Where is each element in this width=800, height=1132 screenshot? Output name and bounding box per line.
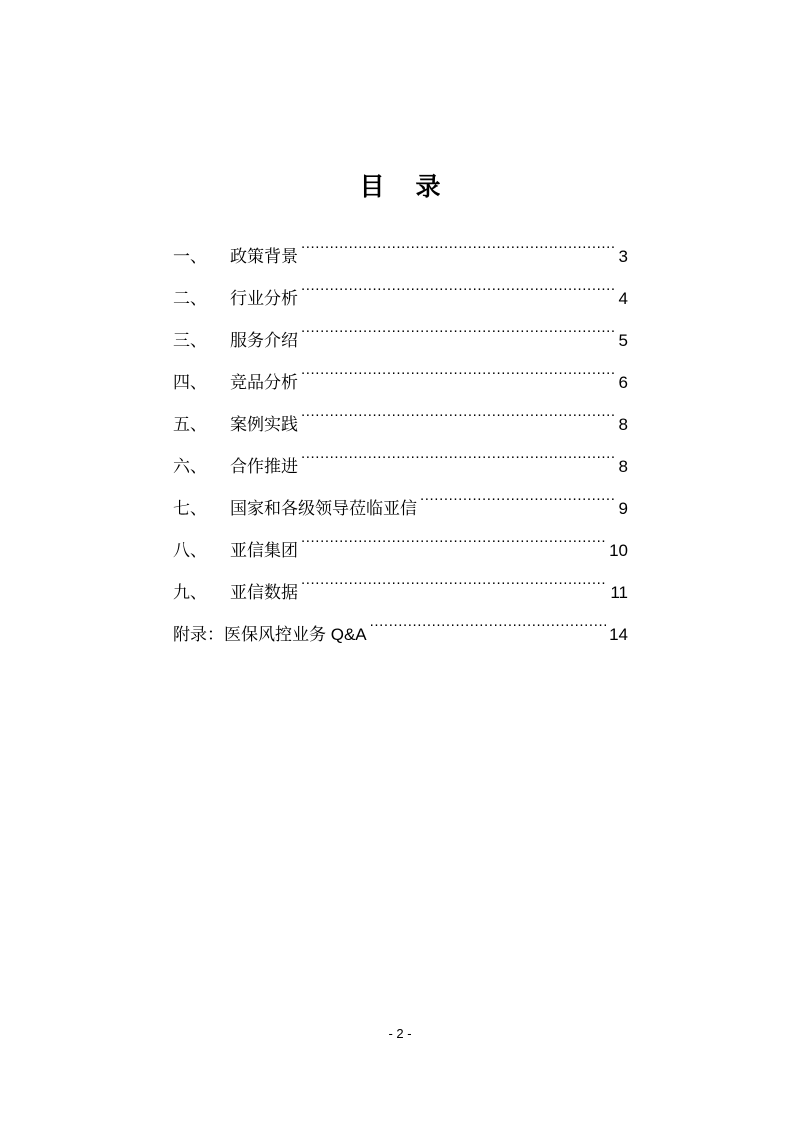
toc-dot-leader bbox=[301, 310, 616, 346]
toc-entry-policy-background[interactable] bbox=[173, 226, 628, 268]
toc-dot-leader bbox=[301, 436, 616, 472]
toc-entry-label: 附录：医保风控业务 Q&A bbox=[173, 625, 367, 644]
toc-entry-number: 七、 bbox=[173, 499, 207, 518]
toc-entry-label: 行业分析 bbox=[230, 289, 298, 308]
toc-dot-leader bbox=[301, 562, 607, 598]
toc-entry-label: 亚信集团 bbox=[230, 541, 298, 560]
toc-dot-leader bbox=[301, 268, 616, 304]
toc-entry-label: 亚信数据 bbox=[230, 583, 298, 602]
toc-entry-page: 8 bbox=[618, 415, 628, 434]
table-of-contents bbox=[173, 226, 628, 646]
toc-entry-number: 四、 bbox=[173, 373, 207, 392]
toc-dot-leader bbox=[301, 226, 616, 262]
toc-entry-label: 合作推进 bbox=[230, 457, 298, 476]
toc-entry-label: 服务介绍 bbox=[230, 331, 298, 350]
toc-entry-page: 10 bbox=[609, 541, 628, 560]
toc-entry-number: 九、 bbox=[173, 583, 207, 602]
toc-entry-label: 竞品分析 bbox=[230, 373, 298, 392]
toc-entry-number: 一、 bbox=[173, 247, 207, 266]
toc-entry-page: 8 bbox=[618, 457, 628, 476]
toc-dot-leader bbox=[301, 394, 616, 430]
toc-entry-page: 14 bbox=[609, 625, 628, 644]
toc-entry-number: 二、 bbox=[173, 289, 207, 308]
toc-entry-page: 5 bbox=[618, 331, 628, 350]
page-number: - 2 - bbox=[388, 1026, 412, 1041]
toc-entry-number: 八、 bbox=[173, 541, 207, 560]
toc-entry-number: 三、 bbox=[173, 331, 207, 350]
toc-entry-number: 五、 bbox=[173, 415, 207, 434]
toc-entry-number: 六、 bbox=[173, 457, 207, 476]
toc-dot-leader bbox=[301, 520, 606, 556]
toc-dot-leader bbox=[420, 478, 616, 514]
toc-entry-label: 政策背景 bbox=[230, 247, 298, 266]
toc-dot-leader bbox=[370, 604, 606, 640]
toc-entry-page: 6 bbox=[618, 373, 628, 392]
toc-entry-label: 国家和各级领导莅临亚信 bbox=[230, 499, 417, 518]
toc-entry-page: 3 bbox=[618, 247, 628, 266]
toc-entry-page: 9 bbox=[618, 499, 628, 518]
toc-dot-leader bbox=[301, 352, 616, 388]
toc-entry-page: 4 bbox=[618, 289, 628, 308]
toc-entry-label: 案例实践 bbox=[230, 415, 298, 434]
toc-entry-page: 11 bbox=[610, 583, 628, 602]
page-title: 目 录 bbox=[359, 173, 453, 201]
